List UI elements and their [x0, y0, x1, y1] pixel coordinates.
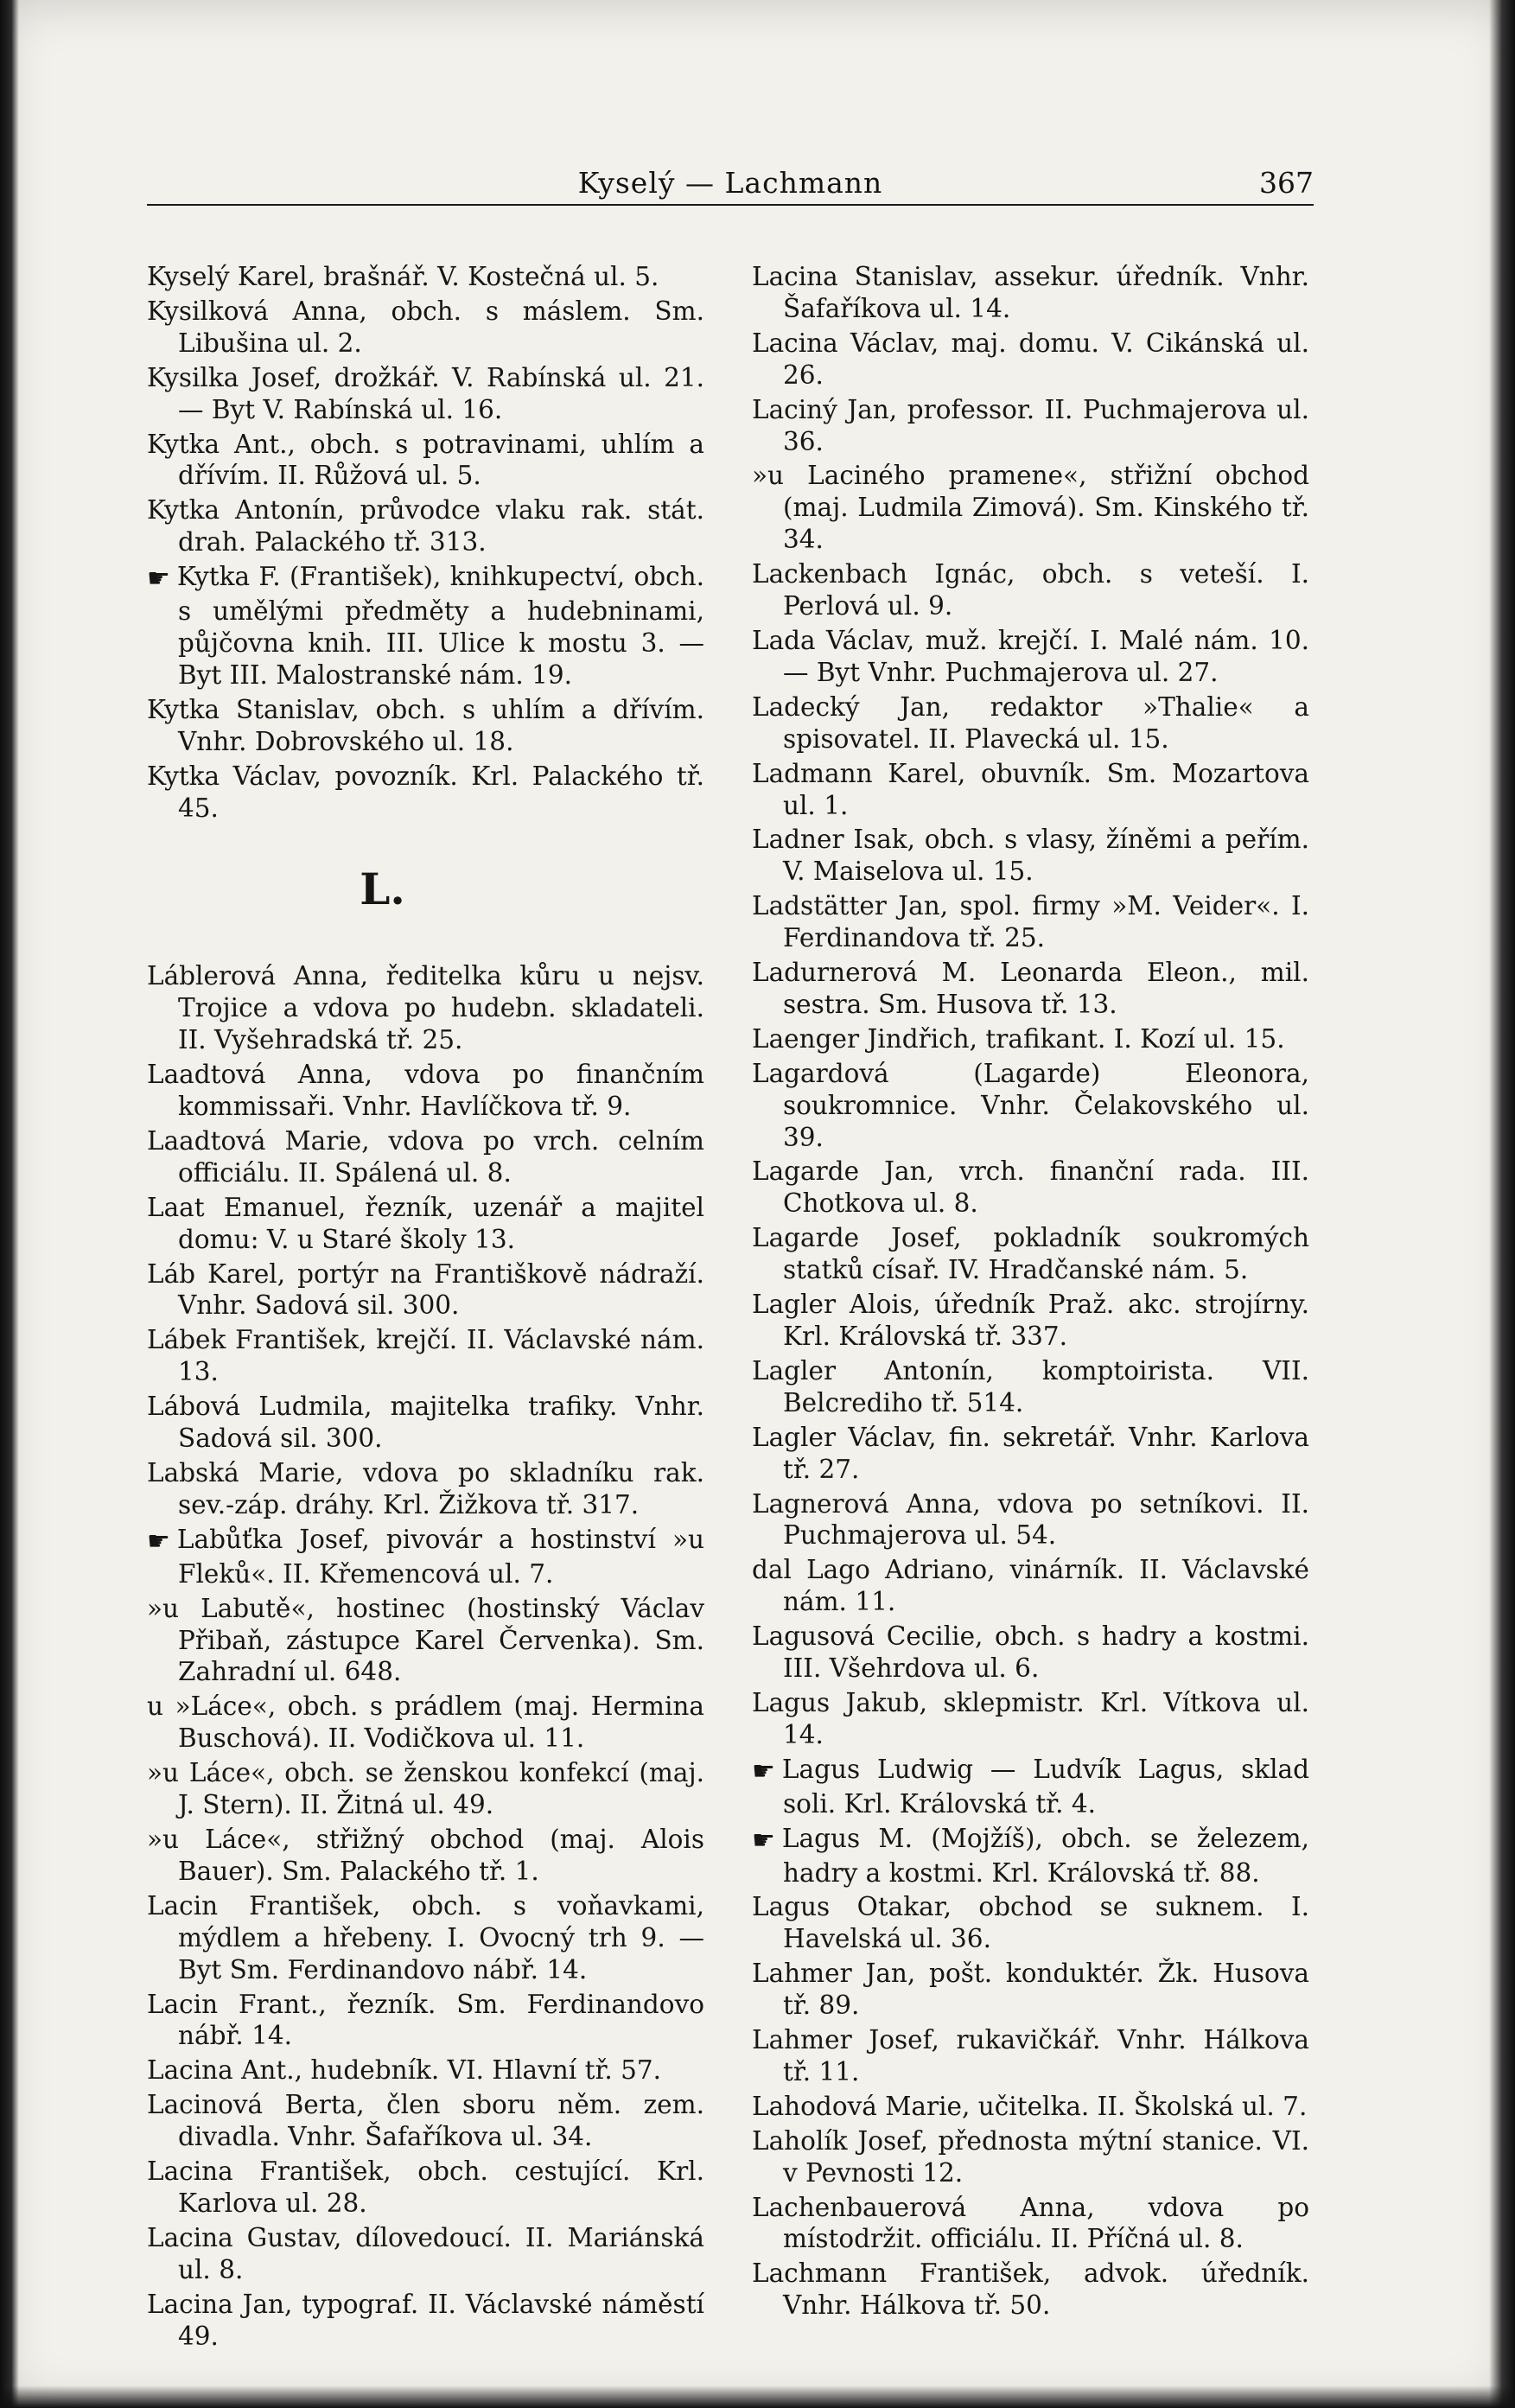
page-number: 367 — [1259, 166, 1314, 200]
directory-entry — [147, 1324, 704, 1388]
directory-entry — [147, 1524, 704, 1590]
entry-text: Kyselý Karel, brašnář. V. Kostečná ul. 5. — [147, 262, 659, 291]
directory-entry — [752, 1289, 1309, 1353]
pointing-hand-icon: ☛ — [752, 1755, 775, 1787]
directory-entry — [752, 2091, 1309, 2123]
entry-text: Lahmer Josef, rukavičkář. Vnhr. Hálkova tř. 11. — [752, 2025, 1309, 2086]
entry-text: Laenger Jindřich, trafikant. I. Kozí ul. 15. — [752, 1023, 1285, 1054]
entry-text: Kytka Stanislav, obch. s uhlím a dřívím. Vnhr. Dobrovského ul. 18. — [147, 694, 704, 756]
entry-text: Lagnerová Anna, vdova po setníkovi. II. Puchmajerova ul. 54. — [752, 1488, 1309, 1551]
directory-entry — [752, 261, 1309, 325]
entry-text: Lagler Antonín, komptoirista. VII. Belcrediho tř. 514. — [752, 1355, 1309, 1417]
directory-entry — [147, 694, 704, 758]
directory-entry — [147, 2222, 704, 2286]
entry-text: Lagus Ludwig — Ludvík Lagus, sklad soli. Krl. Královská tř. 4. — [781, 1754, 1309, 1819]
page-header — [147, 166, 1314, 206]
entry-text: Laat Emanuel, řezník, uzenář a majitel domu: V. u Staré školy 13. — [147, 1192, 704, 1254]
directory-entry — [752, 691, 1309, 755]
pointing-hand-icon: ☛ — [147, 564, 170, 595]
entry-text: »u Laciného pramene«, střižní obchod (maj. Ludmila Zimová). Sm. Kinského tř. 34. — [752, 461, 1309, 555]
directory-entry — [147, 429, 704, 493]
entry-text: Lacina Ant., hudebník. VI. Hlavní tř. 57. — [147, 2055, 661, 2086]
entry-text: Lagus Jakub, sklepmistr. Krl. Vítkova ul. 14. — [752, 1687, 1309, 1749]
directory-entry — [147, 494, 704, 558]
entry-text: »u Labutě«, hostinec (hostinský Václav Přibaň, zástupce Karel Červenka). Sm. Zahradní ul. 648. — [147, 1593, 704, 1687]
directory-entry — [147, 362, 704, 426]
directory-entry — [147, 2156, 704, 2220]
scan-edge-bottom — [0, 2386, 1515, 2408]
entry-text: Lagus Otakar, obchod se suknem. I. Havelská ul. 36. — [752, 1892, 1309, 1954]
right-column — [752, 261, 1309, 2324]
entry-text: Lagler Václav, fin. sekretář. Vnhr. Karlova tř. 27. — [752, 1422, 1309, 1484]
directory-entry — [147, 1890, 704, 1986]
entry-text: Laadtová Marie, vdova po vrch. celním officiálu. II. Spálená ul. 8. — [147, 1125, 704, 1188]
directory-entry — [147, 2289, 704, 2353]
pointing-hand-icon: ☛ — [752, 1825, 775, 1856]
entry-text: Kysilková Anna, obch. s máslem. Sm. Libušina ul. 2. — [147, 296, 704, 358]
entry-text: Láb Karel, portýr na Františkově nádraží. Vnhr. Sadová sil. 300. — [147, 1258, 704, 1321]
entry-text: Lacin Frant., řezník. Sm. Ferdinandovo nábř. 14. — [147, 1989, 704, 2051]
entry-text: Ladner Isak, obch. s vlasy, žíněmi a peřím. V. Maiselova ul. 15. — [752, 825, 1309, 887]
entry-text: Ladstätter Jan, spol. firmy »M. Veider«. I. Ferdinandova tř. 25. — [752, 891, 1309, 953]
entry-text: Láblerová Anna, ředitelka kůru u nejsv. Trojice a vdova po hudebn. skladateli. II. Vyšehradská tř. 25. — [147, 961, 704, 1055]
directory-entry — [752, 394, 1309, 458]
entry-text: Labůťka Josef, pivovár a hostinství »u Fleků«. II. Křemencová ul. 7. — [176, 1524, 704, 1589]
directory-entry — [147, 561, 704, 691]
entry-text: Ladecký Jan, redaktor »Thalie« a spisovatel. II. Plavecká ul. 15. — [752, 691, 1309, 754]
entry-text: Lábová Ludmila, majitelka trafiky. Vnhr. Sadová sil. 300. — [147, 1392, 704, 1454]
entry-text: Lagus M. (Mojžíš), obch. se železem, hadry a kostmi. Krl. Královská tř. 88. — [781, 1823, 1309, 1888]
directory-entry — [147, 1757, 704, 1821]
directory-entry — [752, 1687, 1309, 1751]
directory-entry — [752, 1488, 1309, 1552]
directory-entry — [752, 1156, 1309, 1220]
directory-entry — [752, 2125, 1309, 2189]
directory-entry — [752, 2258, 1309, 2322]
entry-text: Lagarde Jan, vrch. finanční rada. III. Chotkova ul. 8. — [752, 1156, 1309, 1219]
entry-text: Lacina Stanislav, assekur. úředník. Vnhr. Šafaříkova ul. 14. — [752, 262, 1309, 323]
directory-entry — [147, 1989, 704, 2053]
directory-entry — [752, 1891, 1309, 1955]
entry-text: Ladurnerová M. Leonarda Eleon., mil. sestra. Sm. Husova tř. 13. — [752, 958, 1309, 1019]
directory-entry — [752, 460, 1309, 556]
directory-entry — [752, 625, 1309, 689]
entry-text: Lacina Jan, typograf. II. Václavské náměstí 49. — [147, 2289, 704, 2351]
directory-entry — [752, 1554, 1309, 1618]
entry-text: Laadtová Anna, vdova po finančním kommissaři. Vnhr. Havlíčkova tř. 9. — [147, 1060, 704, 1122]
directory-entry — [752, 758, 1309, 822]
section-letter: L. — [360, 863, 405, 915]
entry-text: Laholík Josef, přednosta mýtní stanice. VI. v Pevnosti 12. — [752, 2125, 1309, 2188]
directory-entry — [147, 1059, 704, 1123]
entry-text: Lachenbauerová Anna, vdova po místodržit. officiálu. II. Příčná ul. 8. — [752, 2192, 1309, 2254]
entries-k — [147, 261, 704, 824]
directory-entry — [752, 1355, 1309, 1419]
entry-text: dal Lago Adriano, vinárník. II. Václavské nám. 11. — [752, 1555, 1309, 1617]
directory-entry — [147, 2089, 704, 2153]
directory-entry — [752, 957, 1309, 1021]
directory-entry — [752, 1422, 1309, 1486]
directory-entry — [147, 261, 704, 293]
entry-text: Laciný Jan, professor. II. Puchmajerova ul. 36. — [752, 394, 1309, 456]
directory-entry — [752, 328, 1309, 392]
directory-entry — [752, 1823, 1309, 1889]
directory-entry — [147, 2054, 704, 2086]
directory-entry — [752, 824, 1309, 888]
scan-edge-left — [0, 0, 19, 2408]
scan-edge-right — [1489, 0, 1515, 2408]
entries-l — [147, 960, 704, 2352]
entry-text: Kytka Antonín, průvodce vlaku rak. stát. drah. Palackého tř. 313. — [147, 495, 704, 557]
entry-text: Lagarde Josef, pokladník soukromých statků císař. IV. Hradčanské nám. 5. — [752, 1223, 1309, 1285]
entry-text: Lagusová Cecilie, obch. s hadry a kostmi. III. Všehrdova ul. 6. — [752, 1621, 1309, 1684]
directory-entry — [147, 1824, 704, 1888]
entry-text: Ladmann Karel, obuvník. Sm. Mozartova ul. 1. — [752, 758, 1309, 820]
directory-entry — [147, 1192, 704, 1256]
entry-text: Kytka Václav, povozník. Krl. Palackého tř. 45. — [147, 761, 704, 823]
entry-text: »u Láce«, obch. se ženskou konfekcí (maj. J. Stern). II. Žitná ul. 49. — [147, 1758, 704, 1820]
entry-text: Lagardová (Lagarde) Eleonora, soukromnice. Vnhr. Čelakovského ul. 39. — [752, 1058, 1309, 1152]
entries-right — [752, 261, 1309, 2322]
directory-entry — [752, 1222, 1309, 1286]
directory-entry — [147, 1125, 704, 1189]
directory-entry — [147, 1691, 704, 1755]
entry-text: Lacinová Berta, člen sboru něm. zem. divadla. Vnhr. Šafaříkova ul. 34. — [147, 2090, 704, 2152]
directory-entry — [752, 1058, 1309, 1154]
entry-text: u »Láce«, obch. s prádlem (maj. Hermina Buschová). II. Vodičkova ul. 11. — [147, 1691, 704, 1754]
left-column — [147, 261, 704, 2354]
running-head: Kyselý — Lachmann — [577, 166, 883, 200]
directory-entry — [752, 890, 1309, 954]
entry-text: Lacina František, obch. cestující. Krl. Karlova ul. 28. — [147, 2156, 704, 2218]
entry-text: Lacina Gustav, dílovedoucí. II. Mariánská ul. 8. — [147, 2222, 704, 2284]
directory-entry — [752, 2192, 1309, 2256]
entry-text: Lagler Alois, úředník Praž. akc. strojírny. Krl. Královská tř. 337. — [752, 1290, 1309, 1351]
entry-text: Lábek František, krejčí. II. Václavské nám. 13. — [147, 1325, 704, 1387]
directory-entry — [147, 296, 704, 360]
directory-entry — [752, 1958, 1309, 2022]
directory-entry — [752, 1754, 1309, 1820]
entry-text: Lackenbach Ignác, obch. s veteší. I. Perlová ul. 9. — [752, 559, 1309, 621]
entry-text: Kytka F. (František), knihkupectví, obch. s umělými předměty a hudebninami, půjčovna knih. III. Ulice k mostu 3. — Byt III. Malostranské nám. 19. — [176, 562, 704, 690]
directory-entry — [752, 1621, 1309, 1685]
entry-text: Lahmer Jan, pošt. konduktér. Žk. Husova tř. 89. — [752, 1959, 1309, 2021]
directory-entry — [147, 1457, 704, 1521]
entry-text: Lacin František, obch. s voňavkami, mýdlem a hřebeny. I. Ovocný trh 9. — Byt Sm. Ferdinandovo nábř. 14. — [147, 1890, 704, 1984]
entry-text: Lada Václav, muž. krejčí. I. Malé nám. 10. — Byt Vnhr. Puchmajerova ul. 27. — [752, 625, 1309, 687]
directory-entry — [752, 1023, 1309, 1055]
entry-text: Lahodová Marie, učitelka. II. Školská ul. 7. — [752, 2091, 1308, 2121]
directory-entry — [147, 1593, 704, 1689]
entry-text: Lacina Václav, maj. domu. V. Cikánská ul. 26. — [752, 328, 1309, 390]
directory-entry — [147, 761, 704, 825]
entry-text: Labská Marie, vdova po skladníku rak. sev.-záp. dráhy. Krl. Žižkova tř. 317. — [147, 1458, 704, 1519]
pointing-hand-icon: ☛ — [147, 1526, 170, 1557]
directory-entry — [147, 1258, 704, 1322]
directory-entry — [752, 558, 1309, 622]
directory-entry — [147, 1391, 704, 1455]
entry-text: Lachmann František, advok. úředník. Vnhr. Hálkova tř. 50. — [752, 2258, 1309, 2321]
directory-entry — [752, 2024, 1309, 2088]
entry-text: »u Láce«, střižný obchod (maj. Alois Bauer). Sm. Palackého tř. 1. — [147, 1824, 704, 1886]
entry-text: Kytka Ant., obch. s potravinami, uhlím a dřívím. II. Růžová ul. 5. — [147, 429, 704, 491]
directory-entry — [147, 960, 704, 1056]
entry-text: Kysilka Josef, drožkář. V. Rabínská ul. 21. — Byt V. Rabínská ul. 16. — [147, 362, 704, 424]
